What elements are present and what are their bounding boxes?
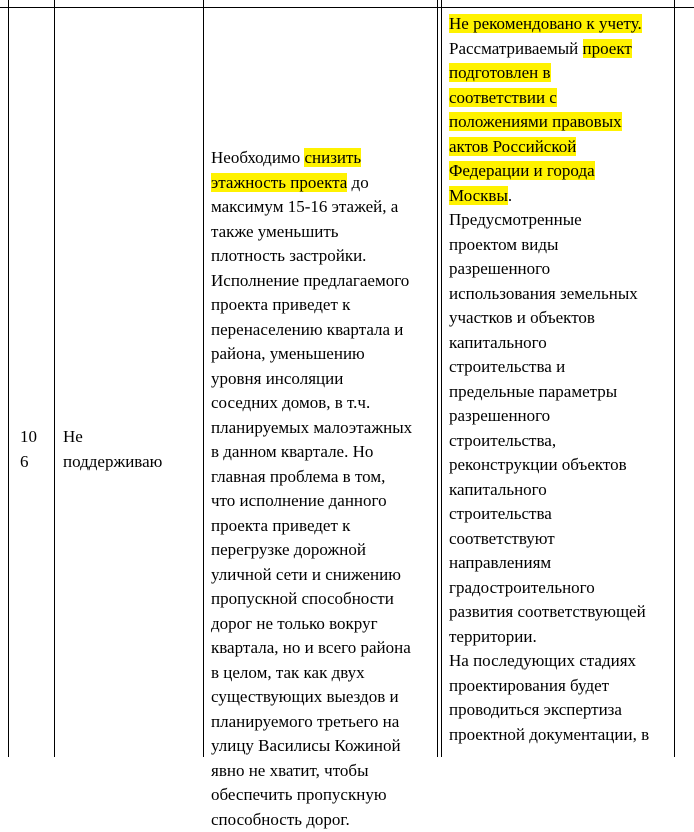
comment-line [211, 538, 412, 563]
text-run: в целом, так как двух [211, 663, 365, 682]
text-run: проводиться экспертиза [449, 700, 622, 719]
text-run: улицу Василисы Кожиной [211, 736, 401, 755]
text-run: разрешенного [449, 259, 550, 278]
text-run: планируемых малоэтажных [211, 418, 412, 437]
text-run: максимум 15-16 этажей, а [211, 197, 398, 216]
text-run: проектом виды [449, 235, 558, 254]
comment-line [211, 685, 412, 710]
text-run: На последующих стадиях [449, 651, 636, 670]
row-number-line: 6 [20, 450, 37, 475]
position-line: поддерживаю [63, 450, 162, 475]
text-run: обеспечить пропускную [211, 785, 387, 804]
position-line: Не [63, 425, 162, 450]
comment-line [211, 318, 412, 343]
text-run: строительства [449, 504, 552, 523]
comment-line [211, 563, 412, 588]
conclusion-cell [449, 12, 649, 747]
column-border [54, 0, 55, 757]
conclusion-line [449, 380, 649, 405]
text-run: строительства и [449, 357, 565, 376]
conclusion-line [449, 37, 649, 62]
text-run: в данном квартале. Но [211, 442, 373, 461]
text-run: перенаселению квартала и [211, 320, 403, 339]
comment-line [211, 465, 412, 490]
text-run: плотность застройки. [211, 246, 366, 265]
text-run: способность дорог. [211, 810, 350, 829]
text-run: развития соответствующей [449, 602, 646, 621]
highlighted-text: соответствии с [449, 88, 557, 107]
text-run: явно не хватит, чтобы [211, 761, 369, 780]
comment-line [211, 391, 412, 416]
conclusion-line [449, 61, 649, 86]
position-cell [63, 425, 162, 474]
column-border [437, 0, 438, 757]
comment-line [211, 244, 412, 269]
conclusion-line [449, 184, 649, 209]
comment-line [211, 514, 412, 539]
text-run: главная проблема в том, [211, 467, 385, 486]
conclusion-line [449, 478, 649, 503]
comment-line [211, 367, 412, 392]
text-run: участков и объектов [449, 308, 595, 327]
text-run: направлениям [449, 553, 551, 572]
text-run: квартала, но и всего района [211, 638, 411, 657]
text-run: проектной документации, в [449, 725, 649, 744]
conclusion-line [449, 649, 649, 674]
comment-line [211, 440, 412, 465]
comment-line [211, 342, 412, 367]
comment-line [211, 808, 412, 832]
text-run: Необходимо [211, 148, 304, 167]
conclusion-line [449, 331, 649, 356]
row-number-cell [20, 425, 37, 474]
highlighted-text: проект [583, 39, 632, 58]
conclusion-line [449, 674, 649, 699]
conclusion-line [449, 257, 649, 282]
conclusion-line [449, 576, 649, 601]
text-run: Предусмотренные [449, 210, 582, 229]
conclusion-line [449, 282, 649, 307]
text-run: дорог не только вокруг [211, 614, 378, 633]
text-run: уличной сети и снижению [211, 565, 401, 584]
conclusion-line [449, 429, 649, 454]
conclusion-line [449, 600, 649, 625]
text-run: Рассматриваемый [449, 39, 583, 58]
comment-line [211, 636, 412, 661]
conclusion-line [449, 306, 649, 331]
conclusion-line [449, 502, 649, 527]
text-run: проекта приведет к [211, 295, 350, 314]
comment-line [211, 416, 412, 441]
conclusion-line [449, 453, 649, 478]
text-run: . [508, 186, 512, 205]
text-run: соответствуют [449, 529, 555, 548]
text-run: разрешенного [449, 406, 550, 425]
conclusion-line [449, 12, 649, 37]
conclusion-line [449, 404, 649, 429]
row-border [0, 7, 694, 8]
comment-line [211, 587, 412, 612]
highlighted-text: подготовлен в [449, 63, 551, 82]
text-run: уровня инсоляции [211, 369, 343, 388]
text-run: существующих выездов и [211, 687, 399, 706]
highlighted-text: снизить [304, 148, 361, 167]
comment-cell [211, 146, 412, 832]
conclusion-line [449, 233, 649, 258]
text-run: перегрузке дорожной [211, 540, 366, 559]
text-run: до [347, 173, 368, 192]
comment-line [211, 146, 412, 171]
comment-line [211, 220, 412, 245]
comment-line [211, 293, 412, 318]
conclusion-line [449, 723, 649, 748]
text-run: использования земельных [449, 284, 638, 303]
comment-line [211, 783, 412, 808]
text-run: капитального [449, 333, 547, 352]
conclusion-line [449, 625, 649, 650]
text-run: территории. [449, 627, 537, 646]
text-run: капитального [449, 480, 547, 499]
comment-line [211, 710, 412, 735]
conclusion-line [449, 551, 649, 576]
highlighted-text: положениями правовых [449, 112, 622, 131]
column-border [203, 0, 204, 757]
text-run: соседних домов, в т.ч. [211, 393, 370, 412]
comment-line [211, 171, 412, 196]
comment-line [211, 489, 412, 514]
text-run: Исполнение предлагаемого [211, 271, 409, 290]
conclusion-line [449, 527, 649, 552]
comment-line [211, 269, 412, 294]
highlighted-text: Москвы [449, 186, 508, 205]
text-run: пропускной способности [211, 589, 394, 608]
text-run: что исполнение данного [211, 491, 387, 510]
conclusion-line [449, 110, 649, 135]
text-run: строительства, [449, 431, 556, 450]
column-border [441, 0, 442, 757]
text-run: градостроительного [449, 578, 595, 597]
text-run: проектирования будет [449, 676, 609, 695]
comment-line [211, 612, 412, 637]
comment-line [211, 759, 412, 784]
highlighted-text: Не рекомендовано к учету. [449, 14, 642, 33]
conclusion-line [449, 208, 649, 233]
column-border [674, 0, 675, 757]
conclusion-line [449, 698, 649, 723]
column-border [8, 0, 9, 757]
conclusion-line [449, 159, 649, 184]
text-run: также уменьшить [211, 222, 339, 241]
row-number-line: 10 [20, 425, 37, 450]
text-run: реконструкции объектов [449, 455, 627, 474]
text-run: проекта приведет к [211, 516, 350, 535]
highlighted-text: актов Российской [449, 137, 576, 156]
comment-line [211, 661, 412, 686]
comment-line [211, 734, 412, 759]
text-run: района, уменьшению [211, 344, 365, 363]
comment-line [211, 195, 412, 220]
text-run: планируемого третьего на [211, 712, 399, 731]
conclusion-line [449, 135, 649, 160]
text-run: предельные параметры [449, 382, 617, 401]
conclusion-line [449, 355, 649, 380]
highlighted-text: этажность проекта [211, 173, 347, 192]
conclusion-line [449, 86, 649, 111]
highlighted-text: Федерации и города [449, 161, 595, 180]
